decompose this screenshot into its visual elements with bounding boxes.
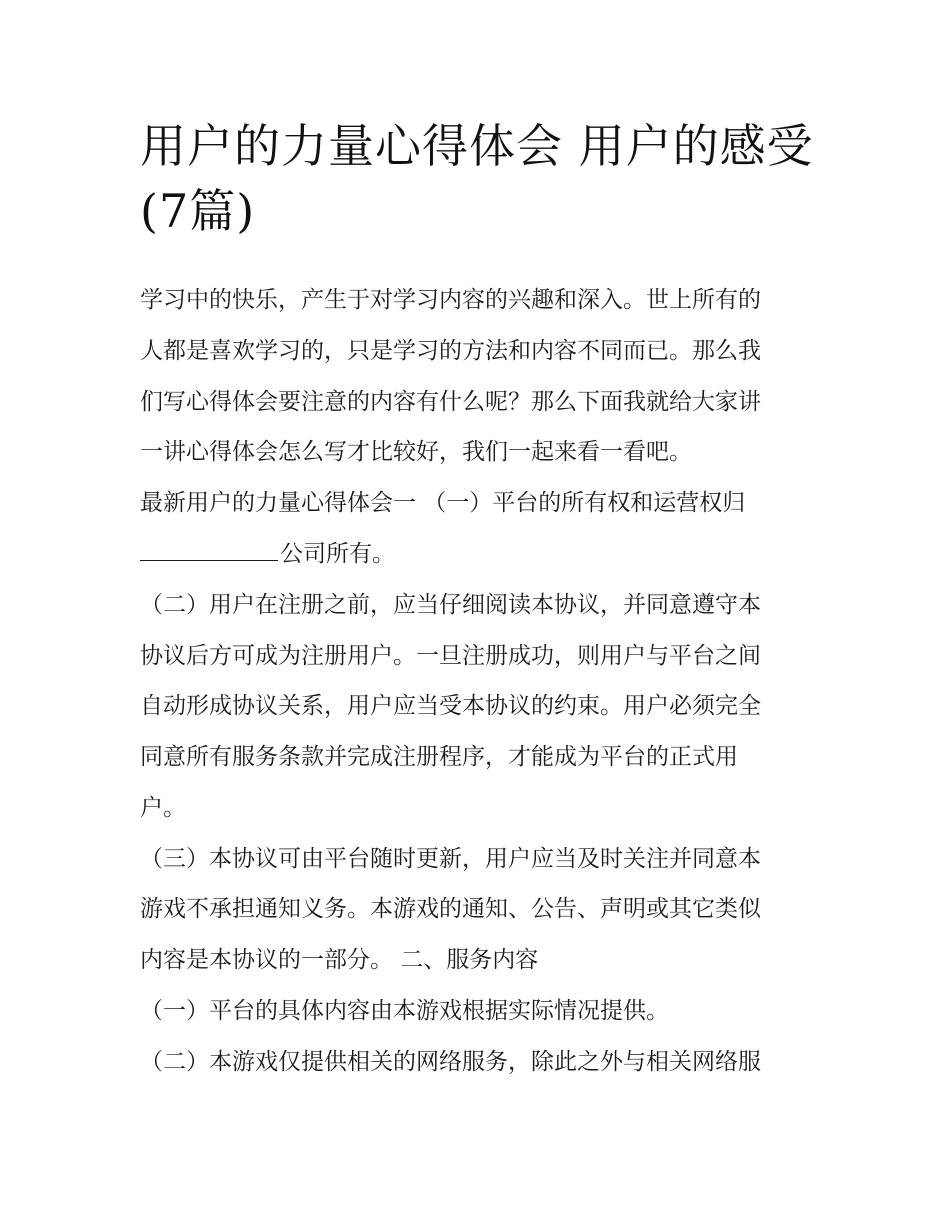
body-line: （二）本游戏仅提供相关的网络服务，除此之外与相关网络服 (140, 1049, 761, 1075)
body-line: 一讲心得体会怎么写才比较好，我们一起来看一看吧。 (140, 439, 692, 465)
fill-in-blank (140, 538, 278, 561)
body-line-with-blank (140, 538, 830, 570)
body-line: 最新用户的力量心得体会一 （一）平台的所有权和运营权归 (140, 490, 746, 516)
body-line: 户。 (140, 795, 186, 821)
body-line: 自动形成协议关系，用户应当受本协议的约束。用户必须完全 (140, 693, 761, 719)
body-line: （三）本协议可由平台随时更新，用户应当及时关注并同意本 (140, 846, 761, 872)
body-line: （二）用户在注册之前，应当仔细阅读本协议，并同意遵守本 (140, 592, 761, 618)
body-line: （一）平台的具体内容由本游戏根据实际情况提供。 (140, 998, 669, 1024)
body-line: 人都是喜欢学习的，只是学习的方法和内容不同而已。那么我 (140, 338, 761, 364)
body-line: 内容是本协议的一部分。 二、服务内容 (140, 947, 539, 973)
body-line: 学习中的快乐，产生于对学习内容的兴趣和深入。世上所有的 (140, 287, 761, 313)
document-title: 用户的力量心得体会 用户的感受(7篇) (140, 119, 814, 238)
blank-suffix-text: 公司所有。 (280, 541, 395, 567)
body-line: 们写心得体会要注意的内容有什么呢？那么下面我就给大家讲 (140, 389, 761, 415)
body-line: 同意所有服务条款并完成注册程序，才能成为平台的正式用 (140, 744, 738, 770)
body-line: 协议后方可成为注册用户。一旦注册成功，则用户与平台之间 (140, 643, 761, 669)
body-line: 游戏不承担通知义务。本游戏的通知、公告、声明或其它类似 (140, 896, 761, 922)
